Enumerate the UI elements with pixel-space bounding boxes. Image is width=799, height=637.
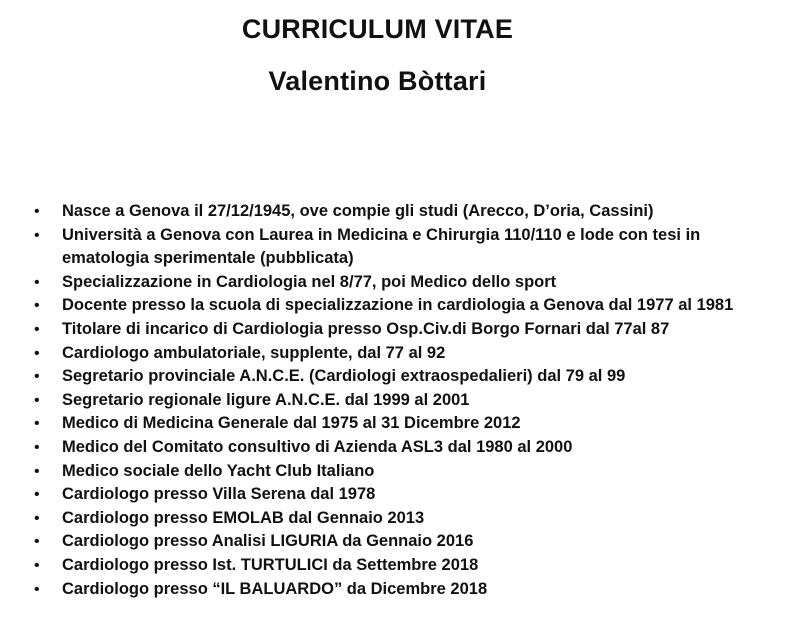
- list-item: [0, 224, 799, 271]
- list-item-text: Nasce a Genova il 27/12/1945, ove compie gli studi (Arecco, D’oria, Cassini): [62, 202, 654, 220]
- bullet-icon: •: [34, 462, 40, 480]
- bullet-icon: •: [34, 509, 40, 527]
- bullet-icon: •: [34, 226, 40, 244]
- list-item: [0, 318, 799, 342]
- list-item: [0, 554, 799, 578]
- cv-list: [0, 200, 799, 601]
- bullet-icon: •: [34, 580, 40, 598]
- list-item-text: Specializzazione in Cardiologia nel 8/77, poi Medico dello sport: [62, 272, 557, 291]
- list-item: [0, 530, 799, 554]
- bullet-icon: •: [34, 297, 40, 315]
- bullet-icon: •: [34, 320, 40, 338]
- list-item: [0, 436, 799, 460]
- person-name: Valentino Bòttari: [268, 66, 487, 96]
- list-item-text: Docente presso la scuola di specializzazione in cardiologia a Genova dal 1977 al 1981: [62, 296, 734, 315]
- list-item-text: Università a Genova con Laurea in Medicina e Chirurgia 110/110 e lode con tesi in ematologia sperimentale (pubblicata): [62, 225, 701, 268]
- list-item: [0, 365, 799, 389]
- document-title: CURRICULUM VITAE: [241, 14, 514, 44]
- bullet-icon: •: [34, 486, 40, 504]
- list-item-text: Cardiologo presso EMOLAB dal Gennaio 2013: [62, 508, 425, 527]
- bullet-icon: •: [34, 533, 40, 551]
- list-item: [0, 342, 799, 366]
- list-item-text: Medico sociale dello Yacht Club Italiano: [62, 461, 375, 480]
- list-item: [0, 507, 799, 531]
- list-item: [0, 483, 799, 507]
- bullet-icon: •: [34, 344, 40, 362]
- list-item: [0, 578, 799, 602]
- bullet-icon: •: [34, 203, 40, 220]
- bullet-icon: •: [34, 368, 40, 386]
- bullet-icon: •: [34, 391, 40, 409]
- bullet-icon: •: [34, 415, 40, 433]
- list-item: [0, 412, 799, 436]
- list-item-text: Cardiologo ambulatoriale, supplente, dal 77 al 92: [62, 343, 446, 362]
- list-item: [0, 460, 799, 484]
- list-item-text: Cardiologo presso Ist. TURTULICI da Settembre 2018: [62, 555, 479, 574]
- list-item-text: Titolare di incarico di Cardiologia presso Osp.Civ.di Borgo Fornari dal 77al 87: [62, 319, 670, 338]
- list-item-text: Cardiologo presso Analisi LIGURIA da Gennaio 2016: [62, 532, 474, 551]
- list-item-text: Cardiologo presso “IL BALUARDO” da Dicembre 2018: [62, 579, 488, 598]
- list-item-text: Medico di Medicina Generale dal 1975 al 31 Dicembre 2012: [62, 414, 521, 433]
- list-item: [0, 271, 799, 295]
- list-item-text: Medico del Comitato consultivo di Azienda ASL3 dal 1980 al 2000: [62, 437, 573, 456]
- list-item-text: Segretario regionale ligure A.N.C.E. dal 1999 al 2001: [62, 390, 470, 409]
- bullet-icon: •: [34, 438, 40, 456]
- list-item-text: Cardiologo presso Villa Serena dal 1978: [62, 485, 376, 504]
- bullet-icon: •: [34, 556, 40, 574]
- bullet-icon: •: [34, 273, 40, 291]
- list-item: [0, 200, 799, 224]
- list-item: [0, 389, 799, 413]
- list-item: [0, 294, 799, 318]
- list-item-text: Segretario provinciale A.N.C.E. (Cardiologi extraospedalieri) dal 79 al 99: [62, 367, 626, 386]
